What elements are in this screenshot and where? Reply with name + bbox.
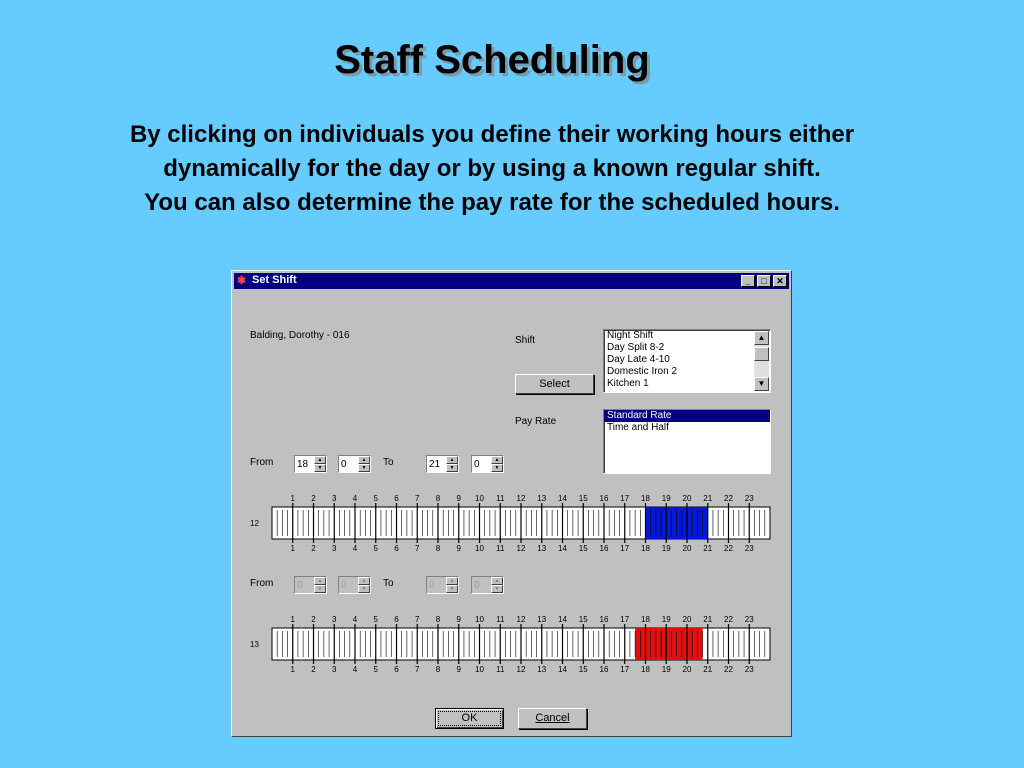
hour-label: 12 <box>516 494 526 503</box>
spinner-value: 0 <box>429 580 435 591</box>
hour-label: 21 <box>703 494 713 503</box>
schedule-timeline[interactable] <box>246 610 776 672</box>
close-icon[interactable]: ✕ <box>773 275 787 287</box>
spin-up-icon[interactable]: ▲ <box>358 456 370 464</box>
hour-label: 1 <box>290 615 295 624</box>
hour-label: 11 <box>496 665 505 672</box>
hour-label: 23 <box>744 615 754 624</box>
hour-label: 23 <box>744 494 754 503</box>
spin-down-icon[interactable]: ▼ <box>358 464 370 472</box>
description-line: You can also determine the pay rate for the scheduled hours. <box>144 189 840 216</box>
to-minute-spinner[interactable] <box>471 576 504 594</box>
spin-down-icon[interactable]: ▼ <box>314 464 326 472</box>
hour-label: 7 <box>415 615 420 624</box>
hour-label: 2 <box>311 615 316 624</box>
hour-label: 14 <box>558 615 567 624</box>
hour-label: 9 <box>456 615 461 624</box>
hour-label: 20 <box>682 615 692 624</box>
hour-label: 3 <box>332 615 337 624</box>
to-minute-spinner[interactable] <box>471 455 504 473</box>
cancel-button[interactable]: Cancel <box>518 708 587 729</box>
hour-label: 14 <box>558 665 567 672</box>
to-label: To <box>383 457 394 468</box>
list-item[interactable]: Standard Rate <box>604 410 770 422</box>
spinner-value: 0 <box>341 459 347 470</box>
spin-up-icon[interactable]: ▲ <box>446 456 458 464</box>
hour-label: 19 <box>661 494 671 503</box>
pay-rate-label: Pay Rate <box>515 416 557 427</box>
hour-label: 5 <box>373 615 378 624</box>
ok-button[interactable]: OK <box>435 708 504 729</box>
spin-up-icon[interactable]: ▲ <box>314 456 326 464</box>
hour-label: 3 <box>332 544 337 551</box>
hour-label: 19 <box>661 615 671 624</box>
slide-description <box>0 118 984 220</box>
hour-label: 10 <box>475 615 484 624</box>
hour-label: 6 <box>394 544 399 551</box>
hour-label: 4 <box>352 615 358 624</box>
from-hour-spinner[interactable] <box>294 455 327 473</box>
hour-label: 21 <box>703 665 713 672</box>
maximize-icon[interactable]: □ <box>757 275 771 287</box>
hour-label: 12 <box>516 665 526 672</box>
hour-label: 21 <box>703 615 713 624</box>
spin-up-icon[interactable]: ▲ <box>358 577 370 585</box>
hour-label: 15 <box>578 544 588 551</box>
hour-label: 1 <box>290 544 295 551</box>
hour-label: 5 <box>373 494 378 503</box>
shift-label: Shift <box>515 335 536 346</box>
hour-label: 13 <box>537 665 547 672</box>
list-item[interactable]: Domestic Iron 2 <box>607 366 678 377</box>
hour-label: 16 <box>599 615 609 624</box>
hour-label: 22 <box>724 665 733 672</box>
hour-label: 17 <box>620 494 630 503</box>
list-item[interactable]: Time and Half <box>607 422 669 433</box>
spin-down-icon[interactable]: ▼ <box>491 464 503 472</box>
app-icon: ✱ <box>237 275 247 287</box>
set-shift-dialog <box>231 270 792 737</box>
description-line: dynamically for the day or by using a known regular shift. <box>163 155 821 182</box>
hour-label: 21 <box>703 544 713 551</box>
hour-label: 17 <box>620 544 630 551</box>
dialog-titlebar[interactable] <box>234 273 789 289</box>
hour-label: 19 <box>661 544 671 551</box>
hour-label: 3 <box>332 494 337 503</box>
hour-label: 10 <box>475 665 484 672</box>
scroll-down-icon[interactable]: ▼ <box>754 377 769 391</box>
hour-label: 23 <box>744 544 754 551</box>
hour-label: 12 <box>516 544 526 551</box>
hour-label: 8 <box>435 615 441 624</box>
from-minute-spinner[interactable] <box>338 576 371 594</box>
list-item[interactable]: Kitchen 1 <box>607 378 649 389</box>
minimize-icon[interactable]: _ <box>741 275 755 287</box>
hour-label: 8 <box>435 494 441 503</box>
hour-label: 22 <box>724 544 733 551</box>
hour-label: 7 <box>415 544 420 551</box>
hour-label: 22 <box>724 615 733 624</box>
spin-up-icon[interactable]: ▲ <box>314 577 326 585</box>
scroll-up-icon[interactable]: ▲ <box>754 331 769 345</box>
hour-label: 18 <box>641 665 650 672</box>
hour-label: 7 <box>415 665 420 672</box>
to-hour-spinner[interactable] <box>426 455 459 473</box>
hour-label: 20 <box>682 665 692 672</box>
hour-label: 18 <box>641 544 650 551</box>
hour-label: 17 <box>620 615 630 624</box>
hour-label: 6 <box>394 665 399 672</box>
from-label: From <box>250 457 274 468</box>
hour-label: 1 <box>290 665 295 672</box>
hour-label: 1 <box>290 494 295 503</box>
hour-label: 9 <box>456 494 461 503</box>
spin-down-icon[interactable]: ▼ <box>314 585 326 593</box>
hour-label: 13 <box>537 544 547 551</box>
select-button[interactable]: Select <box>515 374 594 394</box>
hour-label: 2 <box>311 544 316 551</box>
description-line: By clicking on individuals you define their working hours either <box>129 121 855 148</box>
spinner-value: 18 <box>297 459 309 470</box>
hour-label: 6 <box>394 615 399 624</box>
hour-label: 18 <box>641 615 650 624</box>
slide-title: Staff Scheduling <box>334 38 650 82</box>
hour-label: 4 <box>352 665 358 672</box>
list-item[interactable]: Night Shift <box>607 330 654 341</box>
hour-label: 6 <box>394 494 399 503</box>
hour-label: 9 <box>456 665 461 672</box>
hour-label: 18 <box>641 494 650 503</box>
hour-label: 13 <box>537 494 547 503</box>
row-label: 13 <box>250 640 259 649</box>
spinner-value: 0 <box>297 580 303 591</box>
spinner-value: 21 <box>429 459 441 470</box>
hour-label: 11 <box>496 615 505 624</box>
hour-label: 9 <box>456 544 461 551</box>
schedule-timeline[interactable] <box>246 489 776 551</box>
hour-label: 4 <box>352 494 358 503</box>
spin-up-icon[interactable]: ▲ <box>491 577 503 585</box>
hour-label: 2 <box>311 494 316 503</box>
spin-down-icon[interactable]: ▼ <box>446 585 458 593</box>
shift-scrollbar[interactable] <box>754 331 769 391</box>
spin-down-icon[interactable]: ▼ <box>358 585 370 593</box>
hour-label: 11 <box>496 544 505 551</box>
hour-label: 10 <box>475 494 484 503</box>
hour-label: 8 <box>435 665 441 672</box>
hour-label: 15 <box>578 494 588 503</box>
hour-label: 12 <box>516 615 526 624</box>
hour-label: 5 <box>373 665 378 672</box>
hour-label: 23 <box>744 665 754 672</box>
from-minute-spinner[interactable] <box>338 455 371 473</box>
spinner-value: 0 <box>341 580 347 591</box>
spin-up-icon[interactable]: ▲ <box>446 577 458 585</box>
hour-label: 4 <box>352 544 358 551</box>
spin-down-icon[interactable]: ▼ <box>491 585 503 593</box>
hour-label: 17 <box>620 665 630 672</box>
pay-rate-listbox[interactable] <box>603 409 771 474</box>
hour-label: 15 <box>578 665 588 672</box>
from-label: From <box>250 578 274 589</box>
hour-label: 20 <box>682 494 692 503</box>
list-item[interactable]: Day Split 8-2 <box>607 342 665 353</box>
hour-label: 16 <box>599 665 609 672</box>
hour-label: 16 <box>599 544 609 551</box>
hour-label: 19 <box>661 665 671 672</box>
hour-label: 7 <box>415 494 420 503</box>
hour-label: 22 <box>724 494 733 503</box>
hour-label: 10 <box>475 544 484 551</box>
hour-label: 2 <box>311 665 316 672</box>
spinner-value: 0 <box>474 580 480 591</box>
list-item[interactable]: Day Late 4-10 <box>607 354 670 365</box>
hour-label: 5 <box>373 544 378 551</box>
hour-label: 14 <box>558 494 567 503</box>
spin-up-icon[interactable]: ▲ <box>491 456 503 464</box>
hour-label: 11 <box>496 494 505 503</box>
hour-label: 16 <box>599 494 609 503</box>
shift-listbox[interactable] <box>603 329 771 393</box>
row-label: 12 <box>250 519 259 528</box>
spinner-value: 0 <box>474 459 480 470</box>
employee-name: Balding, Dorothy - 016 <box>250 330 350 341</box>
hour-label: 20 <box>682 544 692 551</box>
spin-down-icon[interactable]: ▼ <box>446 464 458 472</box>
hour-label: 15 <box>578 615 588 624</box>
dialog-title: Set Shift <box>252 274 297 286</box>
hour-label: 14 <box>558 544 567 551</box>
hour-label: 3 <box>332 665 337 672</box>
hour-label: 8 <box>435 544 441 551</box>
from-hour-spinner[interactable] <box>294 576 327 594</box>
to-label: To <box>383 578 394 589</box>
hour-label: 13 <box>537 615 547 624</box>
scroll-thumb[interactable] <box>754 347 769 361</box>
to-hour-spinner[interactable] <box>426 576 459 594</box>
